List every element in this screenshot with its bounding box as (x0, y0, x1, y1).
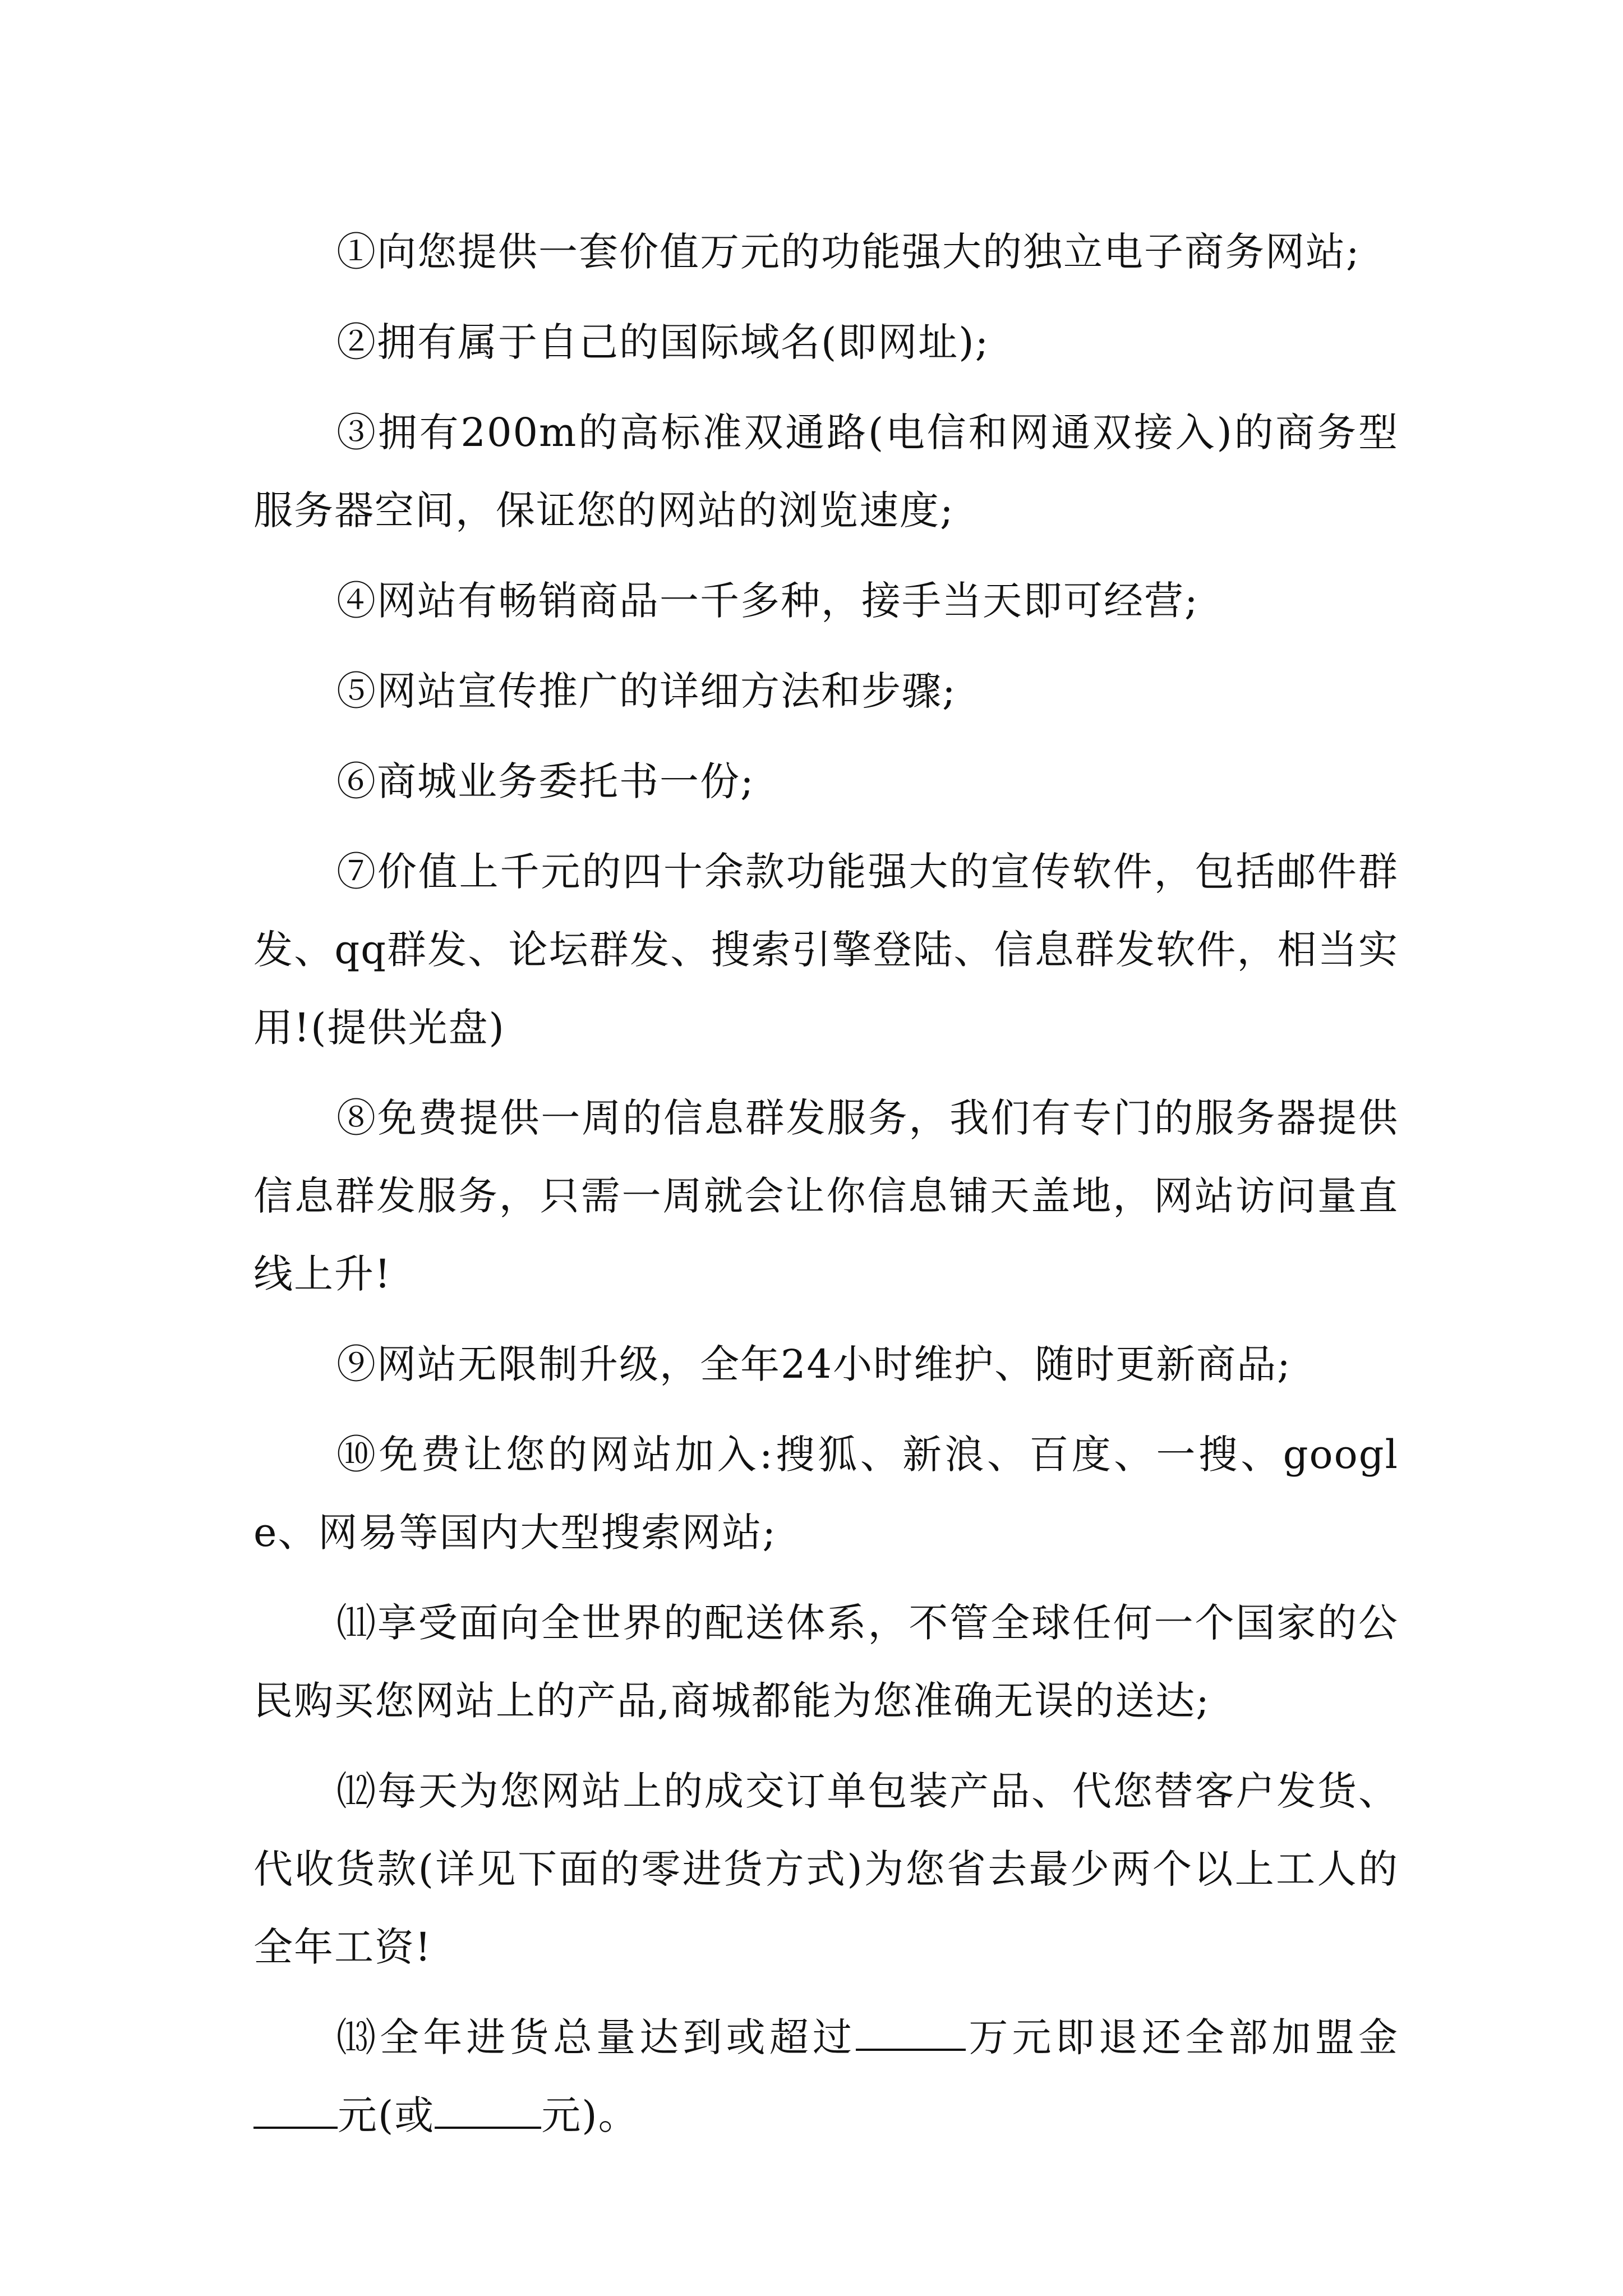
list-item: ⑾享受面向全世界的配送体系，不管全球任何一个国家的公民购买您网站上的产品,商城都能为您准确无误的送达; (253, 1600, 1399, 1724)
fill-in-blank (253, 2091, 338, 2129)
list-item: ⑧免费提供一周的信息群发服务，我们有专门的服务器提供信息群发服务，只需一周就会让你信息铺天盖地，网站访问量直线上升! (253, 1095, 1399, 1297)
list-item: ①向您提供一套价值万元的功能强大的独立电子商务网站; (336, 229, 1361, 275)
text-segment: 元)。 (541, 2092, 639, 2138)
list-item: ⑤网站宣传推广的详细方法和步骤; (336, 668, 957, 714)
list-item: ③拥有200m的高标准双通路(电信和网通双接入)的商务型服务器空间，保证您的网站的浏览速度; (253, 409, 1399, 533)
list-item: ⑨网站无限制升级，全年24小时维护、随时更新商品; (336, 1341, 1292, 1387)
list-item: ⑿每天为您网站上的成交订单包装产品、代您替客户发货、代收货款(详见下面的零进货方式)为您省去最少两个以上工人的全年工资! (253, 1768, 1399, 1970)
document-body (253, 213, 1399, 2167)
fill-in-blank (435, 2091, 541, 2129)
list-item: ⑩免费让您的网站加入:搜狐、新浪、百度、一搜、google、网易等国内大型搜索网站; (253, 1432, 1399, 1556)
fill-in-blank (856, 2013, 966, 2051)
list-item: ④网站有畅销商品一千多种，接手当天即可经营; (336, 578, 1199, 624)
list-item: ⑥商城业务委托书一份; (336, 758, 755, 804)
list-item: ⑦价值上千元的四十余款功能强大的宣传软件，包括邮件群发、qq群发、论坛群发、搜索引擎登陆、信息群发软件，相当实用!(提供光盘) (253, 849, 1399, 1051)
text-segment: 万元即退还全部加盟金 (966, 2014, 1399, 2060)
text-segment: 元(或 (338, 2092, 435, 2138)
list-item-with-blanks (253, 1999, 1399, 2155)
list-item: ②拥有属于自己的国际域名(即网址); (336, 319, 990, 365)
text-segment: ⒀全年进货总量达到或超过 (336, 2014, 856, 2060)
